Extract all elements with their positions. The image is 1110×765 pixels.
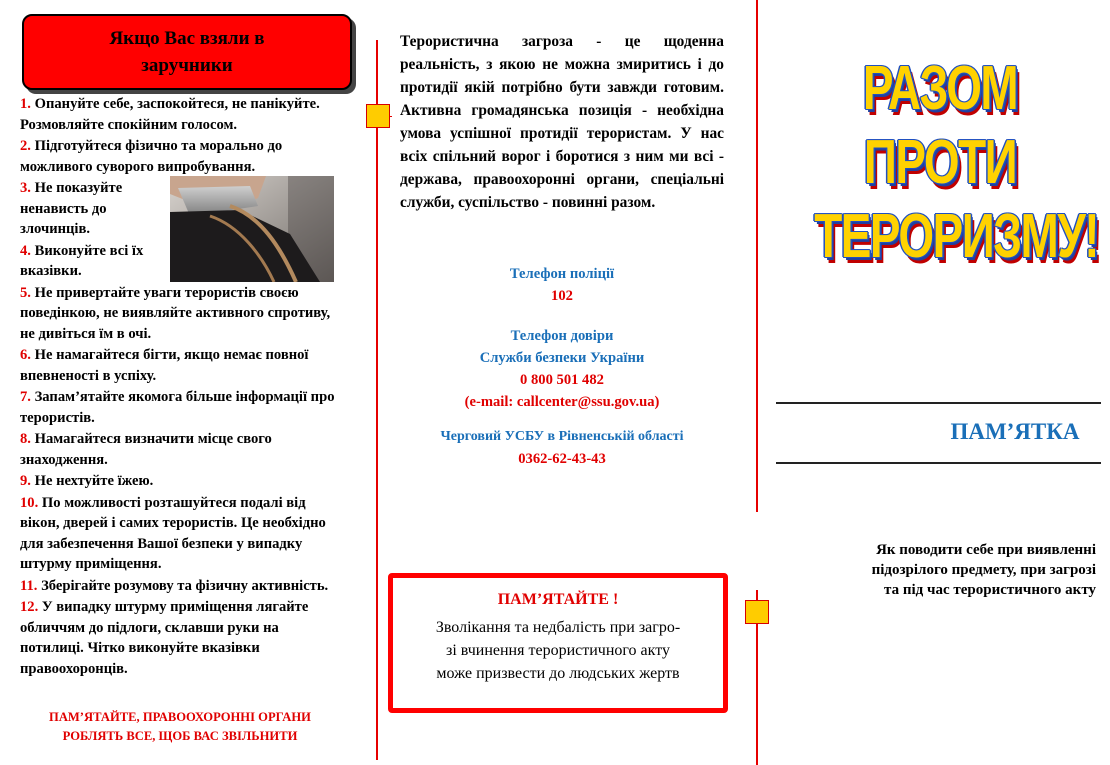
trust-phone-service: Служби безпеки України [479,350,645,366]
rule-text: Не нехтуйте їжею. [34,473,154,489]
hostage-photo-illustration [170,176,334,282]
memo-rule-top [776,402,1101,404]
headline-line-2: ТЕРОРИЗМУ! [814,202,1099,271]
rule-1 [20,94,340,135]
hostage-title-box [22,14,352,90]
police-phone-number: 102 [551,288,573,304]
divider-marker-top [366,104,390,128]
remember-title: ПАМ’ЯТАЙТЕ ! [497,591,619,608]
rule-6 [20,345,340,386]
rule-5 [20,283,340,345]
remember-line-1: Зволікання та недбалість при загро- [435,619,681,636]
rule-text: У випадку штурму приміщення лягайте обличчям до підлоги, склавши руки на потилиці. Чітко виконуйте вказівки правоохоронців. [20,599,309,677]
rule-number: 11. [20,577,38,594]
memo-subtitle-line-2: підозрілого предмету, при загрозі [871,562,1096,578]
rule-text: Намагайтеся визначити місце свого знаходження. [20,431,272,468]
rule-text: Запам’ятайте якомога більше інформації про терористів. [20,389,335,426]
memo-subtitle-line-1: Як поводити себе при виявленні [876,542,1096,558]
rule-number: 1. [20,96,31,112]
rule-number: 2. [20,138,31,154]
rule-11 [20,576,340,597]
rule-text: Виконуйте всі їх вказівки. [20,242,144,279]
rule-number: 8. [20,431,31,447]
hostage-footer-note [20,708,340,746]
police-phone-label: Телефон поліції [509,266,615,282]
divider-right-upper [756,0,758,512]
memo-rule-bottom [776,462,1101,464]
rule-text: Підготуйтеся фізично та морально до можливого суворого випробування. [20,138,283,175]
rule-text: Не показуйте ненависть до злочинців. [20,180,123,237]
divider-marker-bottom [745,600,769,624]
memo-subtitle [790,540,1096,600]
rule-7 [20,387,340,428]
rule-8 [20,429,340,470]
rule-3 [20,178,168,240]
rule-number: 5. [20,284,31,301]
headline [770,52,1110,274]
trust-phone-number: 0 800 501 482 [520,372,604,388]
contacts-block [392,263,732,470]
trust-email: (e-mail: callcenter@ssu.gov.ua) [464,394,660,410]
rule-12 [20,597,340,679]
headline-line-1: РАЗОМ ПРОТИ [862,54,1018,197]
duty-officer-label: Черговий УСБУ в Рівненській області [440,429,684,444]
rule-number: 10. [20,494,39,511]
rule-10 [20,493,340,575]
rule-number: 12. [20,599,39,615]
rule-2 [20,136,340,177]
rule-number: 6. [20,347,31,363]
rule-text: Зберігайте розумову та фізичну активність. [41,577,329,594]
rule-number: 9. [20,473,31,489]
divider-left [376,40,378,760]
hostage-title-line-1: Якщо Вас взяли в [109,28,265,49]
rule-number: 4. [20,242,31,259]
hostage-photo [170,176,334,282]
trust-phone-label: Телефон довіри [510,328,614,344]
hostage-title-line-2: заручники [141,55,233,76]
rule-4 [20,241,168,282]
memo-subtitle-line-3: та під час терористичного акту [884,582,1096,598]
memo-title: ПАМ’ЯТКА [950,419,1080,444]
footer-line-1: ПАМ’ЯТАЙТЕ, ПРАВООХОРОННІ ОРГАНИ [49,710,311,724]
footer-line-2: РОБЛЯТЬ ВСЕ, ЩОБ ВАС ЗВІЛЬНИТИ [62,729,298,743]
duty-officer-number: 0362-62-43-43 [518,451,606,467]
rule-number: 7. [20,389,31,405]
rule-text: Опануйте себе, заспокойтеся, не панікуйте. Розмовляйте спокійним голосом. [20,96,320,133]
remember-line-2: зі вчинення терористичного акту [446,642,670,659]
rule-text: Не привертайте уваги терористів своєю поведінкою, не виявляйте активного спротиву, не дивіться їм в очі. [20,284,331,342]
remember-line-3: може призвести до людських жертв [436,665,680,682]
rule-text: По можливості розташуйтеся подалі від вікон, дверей і самих терористів. Це необхідно для забезпечення Вашої безпеки у випадку штурму приміщення. [20,494,326,572]
rule-text: Не намагайтеся бігти, якщо немає повної впевненості в успіху. [20,347,309,384]
rule-number: 3. [20,180,31,196]
terror-threat-paragraph: Терористична загроза - це щоденна реальність, з якою не можна змиритись і до протидії якій потрібно бути завжди готовим. Активна громадянська позиція - необхідна умова успішної протидії терористам. У нас всіх спільний ворог і боротися з ним ми всі - держава, правоохоронні органи, спеціальні служби, суспільство - повинні разом. [400,33,724,211]
remember-warning-box [388,573,728,713]
rule-9 [20,471,340,492]
